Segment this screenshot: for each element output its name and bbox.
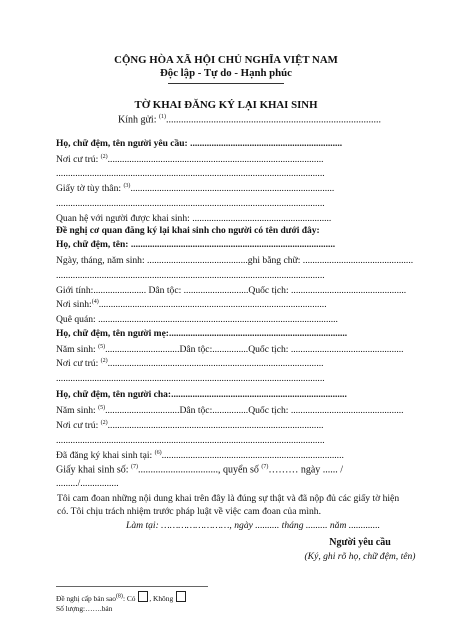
father-residence: Nơi cư trú: $^{(2)}$.......................................................................................... — [56, 420, 324, 432]
registration-place: Đã đăng ký khai sinh tại: $^{(6)}$............................................................................ — [56, 450, 344, 462]
mother-residence: Nơi cư trú: $^{(2)}$.......................................................................................... — [56, 358, 324, 370]
father-name: Họ, chữ đệm, tên người cha:.......................................................................... — [56, 390, 347, 400]
footnote-separator — [56, 586, 208, 587]
birth-certificate-number: Giấy khai sinh số: $^{(7)}$................................, quyển số $^{(7)}$……… ngày ...... / — [56, 464, 344, 476]
mother-name: Họ, chữ đệm, tên người mẹ:........................................................................... — [56, 329, 348, 339]
requester-residence: Nơi cư trú: $^{(2)}$.......................................................................................... — [56, 154, 324, 166]
request-heading: Đề nghị cơ quan đăng ký lại khai sinh cho người có tên dưới đây: — [56, 226, 320, 236]
made-at-date: Làm tại: ……………………, ngày .......... tháng ......... năm ............. — [126, 520, 380, 531]
requester-id-document: Giấy tờ tùy thân: $^{(3)}$..................................................................................... — [56, 183, 335, 195]
addressee-label: Kính gửi: — [118, 114, 159, 126]
requester-name: Họ, chữ đệm, tên người yêu cầu: ................................................................ — [56, 139, 343, 149]
mother-birth-year: Năm sinh: $^{(5)}$...............................Dân tộc:...............Quốc tịch: ............................................... — [56, 344, 404, 356]
motto-underline — [168, 83, 284, 84]
copy-quantity: Số lượng:…….bản — [56, 604, 113, 613]
father-birth-year: Năm sinh: $^{(5)}$...............................Dân tộc:...............Quốc tịch: ............................................... — [56, 405, 404, 417]
registration-date-continued: ........./................ — [56, 478, 119, 489]
signer-title: Người yêu cầu — [329, 537, 391, 548]
subject-name: Họ, chữ đệm, tên: ...................................................................................... — [56, 240, 336, 250]
form-title: TỜ KHAI ĐĂNG KÝ LẠI KHAI SINH — [134, 99, 318, 111]
copy-request: Đề nghị cấp bản sao$^{(8)}$: Có , Không — [56, 591, 187, 603]
commitment-statement: Tôi cam đoan những nội dung khai trên đây là đúng sự thật và đã nộp đủ các giấy tờ hiện có. Tôi chịu trách nhiệm trước pháp luật về việc cam đoan của mình. — [57, 493, 400, 517]
copy-yes-checkbox[interactable] — [138, 591, 148, 602]
requester-id-line2: ................................................................................................................ — [56, 198, 325, 209]
subject-hometown: Quê quán: .................................................................................................... — [56, 314, 338, 325]
copy-no-checkbox[interactable] — [176, 591, 186, 602]
requester-residence-line2: ................................................................................................................ — [56, 168, 325, 179]
addressee-line: Kính gửi: $^{(1)}$...................................................................................... — [118, 114, 381, 126]
signature-instruction: (Ký, ghi rõ họ, chữ đệm, tên) — [304, 551, 416, 562]
subject-dob-line2: ................................................................................................................ — [56, 270, 325, 281]
father-residence-line2: ................................................................................................................ — [56, 435, 325, 446]
mother-residence-line2: ................................................................................................................ — [56, 373, 325, 384]
subject-birthplace: Nơi sinh:$^{(4)}$............................................................................................... — [56, 299, 327, 311]
motto: Độc lập - Tự do - Hạnh phúc — [160, 67, 292, 79]
subject-dob: Ngày, tháng, năm sinh: ..........................................ghi bằng chữ: .............................................. — [56, 255, 414, 266]
requester-relation: Quan hệ với người được khai sinh: .......................................................... — [56, 213, 332, 224]
subject-gender-ethnicity-nationality: Giới tính:...................... Dân tộc: ...........................Quốc tịch: ................................................ — [56, 285, 407, 296]
country-name: CỘNG HÒA XÃ HỘI CHỦ NGHĨA VIỆT NAM — [114, 54, 338, 66]
